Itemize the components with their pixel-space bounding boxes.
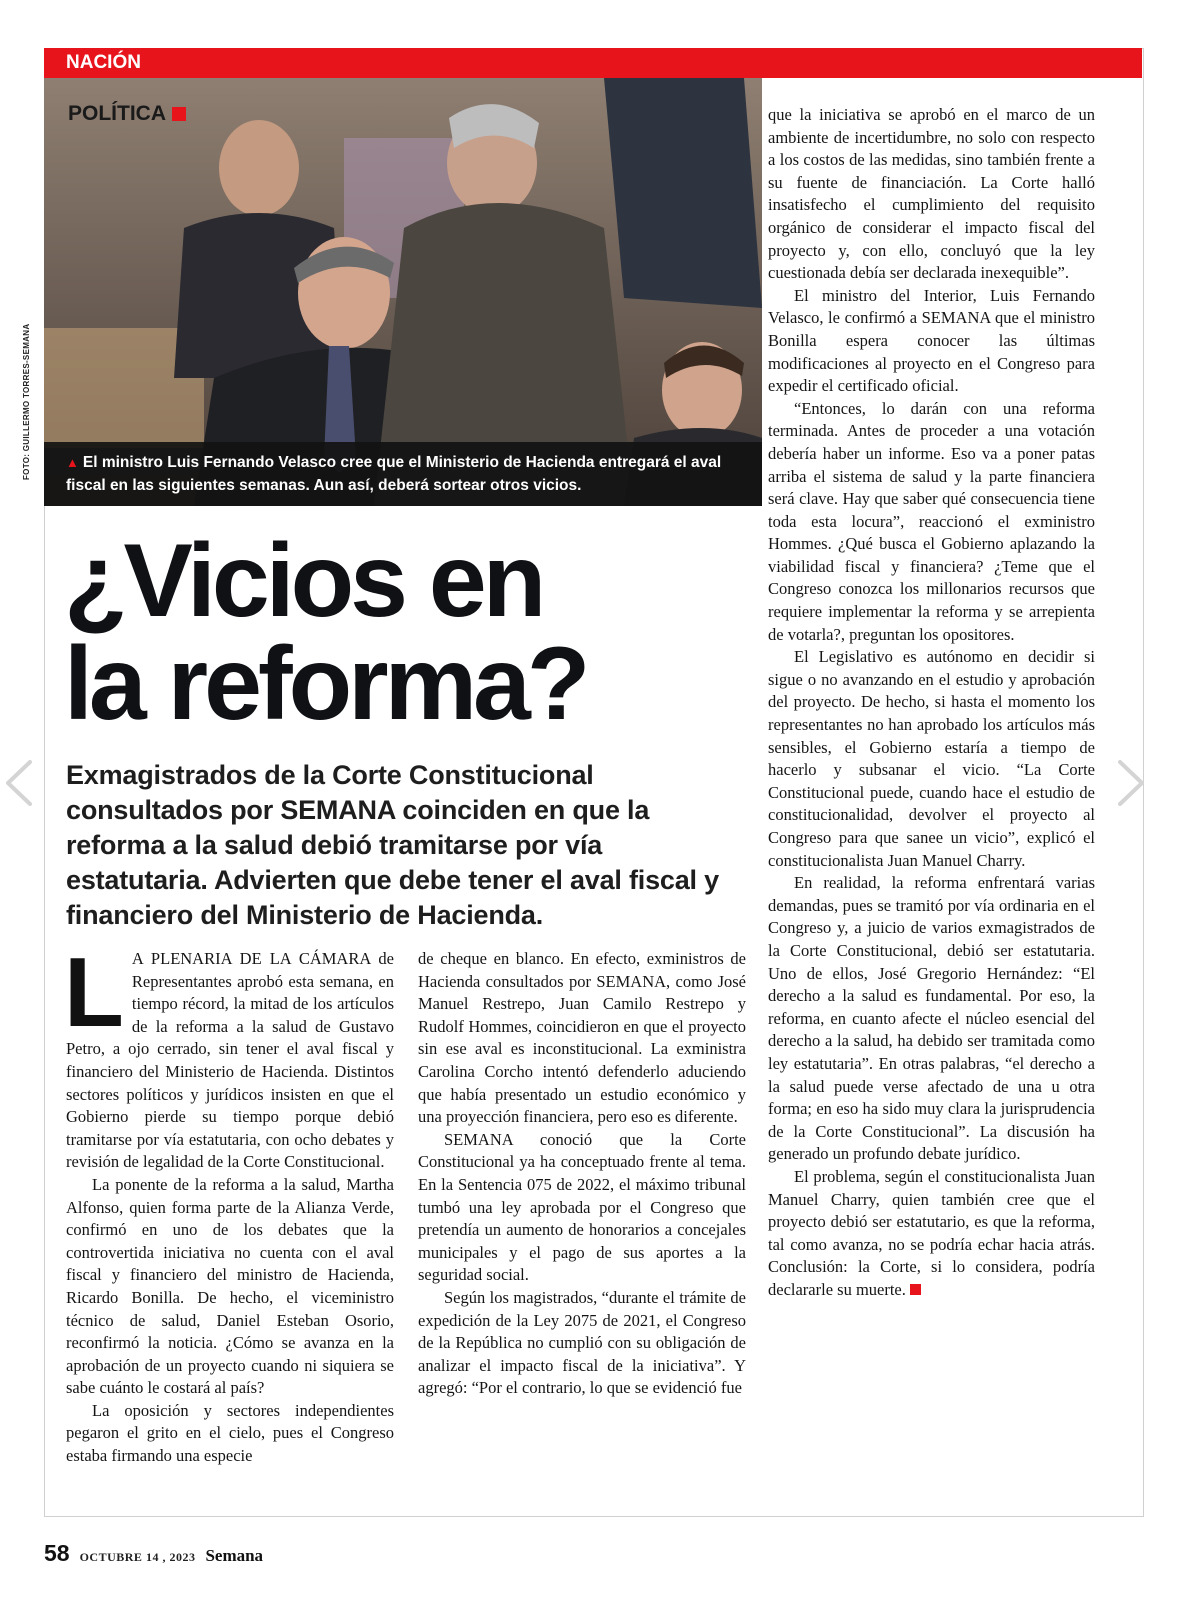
- photo-credit: FOTO: GUILLERMO TORRES-SEMANA: [22, 323, 31, 480]
- end-mark-icon: [910, 1284, 921, 1295]
- body-paragraph: SEMANA conoció que la Corte Constitucional ya ha conceptuado frente al tema. En la Sentencia 075 de 2022, el máximo tribunal tumbó una ley aprobada por el Congreso que pretendía un aumento de honorarios a concejales municipales y el pago de sus aportes a la seguridad social.: [418, 1129, 746, 1285]
- body-paragraph: El Legislativo es autónomo en decidir si sigue o no avanzando en el estudio y aprobación del proyecto. De hecho, si hasta el momento los representantes no han aprobado los artículos más sensibles, el Gobierno estaría a tiempo de hacerlo y subsanar el vicio. “La Corte Constitucional puede, cuando hace el estudio de constitucionalidad, devolver el proyecto al Congreso para que sanee un vicio”, explicó el constitucionalista Juan Manuel Charry.: [768, 647, 1095, 870]
- article-photo: [44, 78, 762, 506]
- headline-line-1: ¿Vicios en: [64, 523, 543, 639]
- next-page-button[interactable]: [1114, 758, 1148, 808]
- triangle-up-icon: ▲: [66, 455, 79, 470]
- body-paragraph: de cheque en blanco. En efecto, exministros de Hacienda consultados por SEMANA, como José Manuel Restrepo, Juan Camilo Restrepo y Rudolf Hommes, coincidieron en que el proyecto sin ese aval es inconstitucional. La exministra Carolina Corcho intentó defenderlo aduciendo que había presentado un estudio económico y una proyección financiera, pero eso es diferente.: [418, 949, 746, 1127]
- red-square-icon: [172, 107, 186, 121]
- photo-caption: [44, 442, 762, 506]
- drop-cap: L: [64, 937, 124, 1047]
- paragraph-text: El problema, según el constitucionalista Juan Manuel Charry, quien también cree que el proyecto debió ser estatutario, es que la reforma, tal como avanza, no se podría echar hacia atrás. Conclusión: la Corte, si lo considera, podría declararle su muerte.: [768, 1166, 1095, 1299]
- page-number: 58: [44, 1540, 70, 1566]
- page-footer: [44, 1540, 263, 1567]
- magazine-brand: Semana: [205, 1546, 264, 1565]
- body-column-1: [64, 937, 394, 1468]
- caption-text: El ministro Luis Fernando Velasco cree que el Ministerio de Hacienda entregará el aval fiscal en las siguientes semanas. Aun así, deberá sortear otros vicios.: [66, 454, 722, 494]
- body-paragraph: [64, 937, 394, 1174]
- body-column-3: [768, 104, 1095, 1301]
- body-column-2: [418, 948, 746, 1400]
- body-paragraph-last: [768, 1166, 1095, 1302]
- headline-line-2: la reforma?: [64, 626, 587, 742]
- body-paragraph: “Entonces, lo darán con una reforma terminada. Antes de proceder a una votación debería haber un informe. Eso va a poner patas arriba el sistema de salud y la parte financiera será clave. Hay que saber qué consecuencia tiene toda esta locura”, reaccionó el exministro Hommes. ¿Qué busca el Gobierno aplazando la viabilidad fiscal y financiera? ¿Teme que el Congreso conozca los millonarios recursos que requiere implementar la reforma y se arrepienta de votarla?, preguntan los opositores.: [768, 398, 1095, 644]
- subsection-text: POLÍTICA: [68, 102, 166, 125]
- prev-page-button[interactable]: [2, 758, 36, 808]
- body-paragraph: En realidad, la reforma enfrentará varias demandas, pues se tramitó por vía ordinaria en el Congreso y, a juicio de varios exmagistrados de la Corte Constitucional, debió ser estatutaria. Uno de ellos, José Gregorio Hernández: “El derecho a la salud es fundamental. Por eso, la reforma, en cuanto afecte el núcleo esencial del derecho a la salud, ha debido ser tramitada como ley estatutaria”. En otras palabras, “el derecho a la salud puede verse afectado de una u otra forma; en eso ha sido muy clara la jurisprudencia de la Corte Constitucional”. La discusión ha generado un profundo debate jurídico.: [768, 873, 1095, 1164]
- article-deck: Exmagistrados de la Corte Constitucional consultados por SEMANA coinciden en que la reforma a la salud debió tramitarse por vía estatutaria. Advierten que debe tener el aval fiscal y financiero del Ministerio de Hacienda.: [66, 760, 719, 930]
- headline: [64, 523, 754, 742]
- body-paragraph: La oposición y sectores independientes pegaron el grito en el cielo, pues el Congreso estaba firmando una especie: [66, 1400, 394, 1466]
- chevron-right-icon: [1114, 758, 1148, 808]
- paragraph-text: A PLENARIA DE LA CÁMARA de Representantes aprobó esta semana, en tiempo récord, la mitad de los artículos de la reforma a la salud de Gustavo Petro, a ojo cerrado, sin tener el aval fiscal y financiero del Ministerio de Hacienda. Distintos sectores políticos y jurídicos insisten en que el Gobierno pierde su tiempo porque debió tramitarse por vía estatutaria, con ocho debates y revisión de legalidad de la Corte Constitucional.: [66, 949, 394, 1172]
- issue-date: OCTUBRE 14 , 2023: [79, 1550, 196, 1564]
- body-paragraph: que la iniciativa se aprobó en el marco de un ambiente de incertidumbre, no solo con respecto a los costos de las medidas, sino también frente a su fuente de financiación. La Corte halló insatisfecho el cumplimiento del requisito orgánico de considerar el impacto fiscal del proyecto y, con ello, concluyó que la ley cuestionada debía ser declarada inexequible”.: [768, 105, 1095, 283]
- body-paragraph: El ministro del Interior, Luis Fernando Velasco, le confirmó a SEMANA que el ministro Bonilla espera conocer las últimas modificaciones al proyecto en el Congreso para expedir el certificado oficial.: [768, 285, 1095, 396]
- section-label: NACIÓN: [66, 52, 141, 73]
- body-paragraph: Según los magistrados, “durante el trámite de expedición de la Ley 2075 de 2021, el Congreso de la República no cumplió con su obligación de analizar el impacto fiscal de la iniciativa”. Y agregó: “Por el contrario, lo que se evidenció fue: [418, 1287, 746, 1398]
- subsection-label: [68, 102, 186, 126]
- section-bar: [44, 48, 1142, 78]
- chevron-left-icon: [2, 758, 36, 808]
- body-paragraph: La ponente de la reforma a la salud, Martha Alfonso, quien forma parte de la Alianza Verde, confirmó en uno de los debates que la controvertida iniciativa no cuenta con el aval fiscal y financiero del ministro de Hacienda, Ricardo Bonilla. De hecho, el viceministro técnico de salud, Daniel Esteban Osorio, reconfirmó la noticia. ¿Cómo se avanza en la aprobación de un proyecto cuando ni siquiera se sabe cuánto le costará al país?: [66, 1174, 394, 1398]
